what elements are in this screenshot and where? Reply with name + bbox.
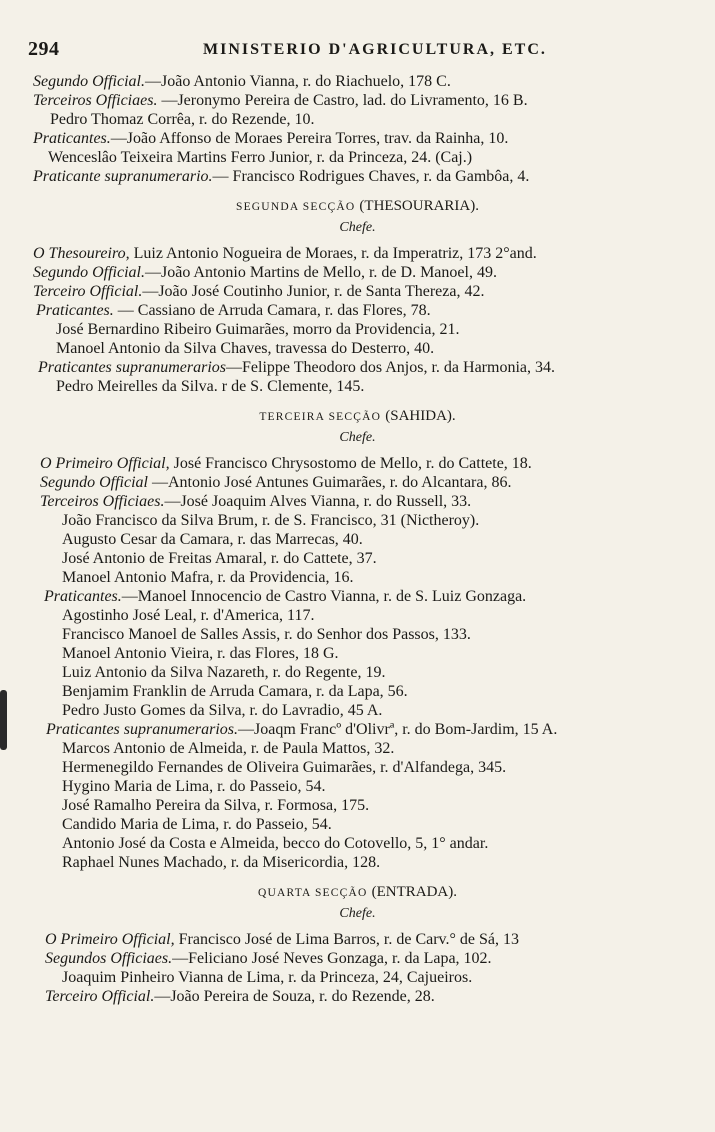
- entry-line: [0, 72, 715, 91]
- section-title-paren: (THESOURARIA).: [359, 198, 479, 214]
- entry-line: [0, 530, 715, 549]
- entry-text: —João José Coutinho Junior, r. de Santa Thereza, 42.: [142, 283, 485, 300]
- entry-text: —João Antonio Vianna, r. do Riachuelo, 178 C.: [144, 73, 451, 90]
- entry-line: [0, 949, 715, 968]
- entry-line: [0, 473, 715, 492]
- section-title-text: SEGUNDA SECÇÃO: [235, 201, 356, 213]
- entry-role: O Primeiro Official,: [45, 931, 175, 948]
- entry-text: Joaquim Pinheiro Vianna de Lima, r. da Princeza, 24, Cajueiros.: [62, 969, 473, 986]
- entry-line: [0, 377, 715, 396]
- entry-line: [0, 853, 715, 872]
- entry-text: Pedro Thomaz Corrêa, r. do Rezende, 10.: [50, 111, 315, 128]
- entry-line: [0, 549, 715, 568]
- entry-line: [0, 454, 715, 473]
- entry-role: Praticantes.: [36, 302, 114, 319]
- entry-line: [0, 644, 715, 663]
- entry-text: Antonio José da Costa e Almeida, becco do Cotovello, 5, 1° andar.: [62, 835, 489, 852]
- entry-line: [0, 167, 715, 186]
- entry-text: José Ramalho Pereira da Silva, r. Formosa, 175.: [62, 797, 370, 814]
- entry-text: Benjamim Franklin de Arruda Camara, r. da Lapa, 56.: [62, 683, 408, 700]
- entry-text: Candido Maria de Lima, r. do Passeio, 54.: [62, 816, 332, 833]
- entry-text: — Cassiano de Arruda Camara, r. das Flores, 78.: [113, 302, 431, 319]
- entry-line: [0, 625, 715, 644]
- entry-role: O Thesoureiro,: [33, 245, 130, 262]
- entry-line: [0, 968, 715, 987]
- entry-role: Praticantes.: [33, 130, 111, 147]
- entry-text: Hygino Maria de Lima, r. do Passeio, 54.: [62, 778, 326, 795]
- entry-text: Agostinho José Leal, r. d'America, 117.: [62, 607, 315, 624]
- entry-text: — Francisco Rodrigues Chaves, r. da Gambôa, 4.: [212, 168, 530, 185]
- entry-text: Manoel Antonio Vieira, r. das Flores, 18 G.: [62, 645, 339, 662]
- entry-role: Segundo Official: [40, 474, 148, 491]
- entry-text: João Francisco da Silva Brum, r. de S. Francisco, 31 (Nictheroy).: [62, 512, 480, 529]
- section-title: [0, 404, 715, 428]
- entry-text: —José Joaquim Alves Vianna, r. do Russell, 33.: [164, 493, 472, 510]
- section-title-text: TERCEIRA SECÇÃO: [259, 411, 382, 423]
- entry-line: [0, 148, 715, 167]
- entry-line: [0, 701, 715, 720]
- entry-role: Praticantes supranumerarios.: [46, 721, 238, 738]
- entry-line: [0, 263, 715, 282]
- entry-text: Raphael Nunes Machado, r. da Misericordia, 128.: [62, 854, 381, 871]
- entry-line: [0, 606, 715, 625]
- entry-text: Luiz Antonio da Silva Nazareth, r. do Regente, 19.: [62, 664, 386, 681]
- entry-line: [0, 110, 715, 129]
- entry-role: O Primeiro Official,: [40, 455, 170, 472]
- entry-line: [0, 244, 715, 263]
- entry-line: [0, 777, 715, 796]
- entry-line: [0, 834, 715, 853]
- section-chefe: Chefe.: [339, 430, 376, 445]
- entry-line: [0, 320, 715, 339]
- entry-role: Segundo Official.: [33, 73, 145, 90]
- entry-text: Pedro Meirelles da Silva. r de S. Clemente, 145.: [56, 378, 365, 395]
- entry-text: Pedro Justo Gomes da Silva, r. do Lavradio, 45 A.: [62, 702, 383, 719]
- entry-text: —João Antonio Martins de Mello, r. de D. Manoel, 49.: [144, 264, 497, 281]
- entry-text: —João Affonso de Moraes Pereira Torres, trav. da Rainha, 10.: [110, 130, 509, 147]
- entry-line: [0, 758, 715, 777]
- entry-line: [0, 282, 715, 301]
- entry-text: —Joaqm Francº d'Olivrª, r. do Bom-Jardim, 15 A.: [238, 721, 558, 738]
- entry-role: Segundo Official.: [33, 264, 145, 281]
- entry-line: [0, 796, 715, 815]
- entry-line: [0, 129, 715, 148]
- entry-text: José Francisco Chrysostomo de Mello, r. do Cattete, 18.: [169, 455, 532, 472]
- entry-text: —Feliciano José Neves Gonzaga, r. da Lapa, 102.: [172, 950, 492, 967]
- entry-role: Praticantes.: [44, 588, 122, 605]
- entry-text: Marcos Antonio de Almeida, r. de Paula Mattos, 32.: [62, 740, 395, 757]
- entry-text: Francisco José de Lima Barros, r. de Carv.° de Sá, 13: [174, 931, 520, 948]
- entry-text: —Antonio José Antunes Guimarães, r. do Alcantara, 86.: [147, 474, 512, 491]
- entry-line: [0, 739, 715, 758]
- entry-line: [0, 568, 715, 587]
- entry-role: Terceiros Officiaes.: [40, 493, 165, 510]
- entry-line: [0, 987, 715, 1006]
- entry-text: Francisco Manoel de Salles Assis, r. do Senhor dos Passos, 133.: [62, 626, 471, 643]
- entry-text: José Bernardino Ribeiro Guimarães, morro da Providencia, 21.: [56, 321, 460, 338]
- entry-line: [0, 682, 715, 701]
- entry-text: —João Pereira de Souza, r. do Rezende, 28.: [154, 988, 435, 1005]
- page-header: [28, 38, 688, 64]
- entry-line: [0, 91, 715, 110]
- entry-role: Praticante supranumerario.: [33, 168, 213, 185]
- entry-line: [0, 930, 715, 949]
- section-title-paren: (ENTRADA).: [371, 884, 457, 900]
- entry-role: Terceiro Official.: [45, 988, 155, 1005]
- entry-text: Manoel Antonio da Silva Chaves, travessa do Desterro, 40.: [56, 340, 435, 357]
- entry-text: —Felippe Theodoro dos Anjos, r. da Harmonia, 34.: [226, 359, 555, 376]
- section-title: [0, 194, 715, 218]
- entry-line: [0, 663, 715, 682]
- entry-line: [0, 511, 715, 530]
- page-number: 294: [28, 38, 60, 60]
- entry-role: Terceiro Official.: [33, 283, 143, 300]
- entry-role: Praticantes supranumerarios: [38, 359, 226, 376]
- entry-line: [0, 815, 715, 834]
- entry-line: [0, 301, 715, 320]
- entry-text: Luiz Antonio Nogueira de Moraes, r. da Imperatriz, 173 2°and.: [129, 245, 537, 262]
- section-title: [0, 880, 715, 904]
- entry-line: [0, 339, 715, 358]
- entry-line: [0, 492, 715, 511]
- entry-text: —Jeronymo Pereira de Castro, lad. do Livramento, 16 B.: [157, 92, 528, 109]
- entry-text: Wenceslâo Teixeira Martins Ferro Junior, r. da Princeza, 24. (Caj.): [48, 149, 473, 166]
- entry-role: Terceiros Officiaes.: [33, 92, 158, 109]
- section-title-paren: (SAHIDA).: [385, 408, 456, 424]
- entry-line: [0, 720, 715, 739]
- section-chefe: Chefe.: [339, 220, 376, 235]
- entry-text: Hermenegildo Fernandes de Oliveira Guimarães, r. d'Alfandega, 345.: [62, 759, 507, 776]
- section-chefe: Chefe.: [339, 906, 376, 921]
- section-title-text: QUARTA SECÇÃO: [258, 887, 368, 899]
- page-content: [0, 72, 715, 1006]
- entry-line: [0, 587, 715, 606]
- entry-line: [0, 358, 715, 377]
- entry-text: José Antonio de Freitas Amaral, r. do Cattete, 37.: [62, 550, 377, 567]
- entry-text: Augusto Cesar da Camara, r. das Marrecas, 40.: [62, 531, 363, 548]
- entry-text: Manoel Antonio Mafra, r. da Providencia, 16.: [62, 569, 354, 586]
- entry-text: —Manoel Innocencio de Castro Vianna, r. de S. Luiz Gonzaga.: [121, 588, 527, 605]
- running-head: MINISTERIO D'AGRICULTURA, ETC.: [203, 41, 547, 58]
- entry-role: Segundos Officiaes.: [45, 950, 173, 967]
